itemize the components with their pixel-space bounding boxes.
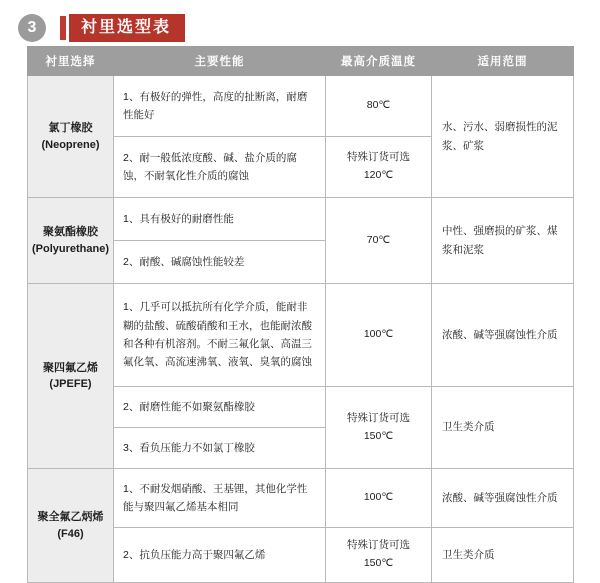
temperature-cell: 80℃	[326, 76, 432, 137]
table-wrap	[0, 46, 600, 583]
range-cell: 水、污水、弱磨损性的泥浆、矿浆	[432, 76, 574, 198]
table-row	[28, 469, 574, 528]
lining-name-cell	[28, 284, 114, 469]
range-cell: 卫生类介质	[432, 387, 574, 469]
performance-cell: 1、具有极好的耐磨性能	[114, 198, 326, 241]
performance-cell: 1、不耐发烟硝酸、王基锂，其他化学性能与聚四氟乙烯基本相同	[114, 469, 326, 528]
performance-cell: 2、耐磨性能不如聚氨酯橡胶	[114, 387, 326, 428]
temperature-cell	[326, 387, 432, 469]
temperature-line2: 150℃	[363, 557, 394, 569]
column-header-performance: 主要性能	[114, 47, 326, 76]
table-row	[28, 198, 574, 241]
table-row	[28, 76, 574, 137]
temperature-line1: 特殊订货可选	[347, 151, 410, 164]
temperature-cell: 100℃	[326, 284, 432, 387]
column-header-temperature: 最高介质温度	[326, 47, 432, 76]
temperature-cell	[326, 137, 432, 198]
table-header-row	[28, 47, 574, 76]
temperature-line1: 特殊订货可选	[347, 539, 410, 552]
lining-name-line2: (Polyurethane)	[31, 242, 109, 255]
lining-name-line2: (F46)	[57, 527, 84, 540]
performance-cell: 2、耐酸、碱腐蚀性能较差	[114, 241, 326, 284]
temperature-line2: 150℃	[363, 429, 394, 442]
lining-name-line2: (Neoprene)	[41, 138, 100, 151]
column-header-range: 适用范围	[432, 47, 574, 76]
section-header	[0, 0, 600, 46]
range-cell: 浓酸、碱等强腐蚀性介质	[432, 284, 574, 387]
temperature-line1: 特殊订货可选	[347, 411, 410, 424]
title-wrap	[60, 14, 185, 42]
lining-name-line1: 聚四氟乙烯	[43, 361, 98, 374]
lining-name-cell	[28, 198, 114, 284]
performance-cell: 1、有极好的弹性，高度的扯断离，耐磨性能好	[114, 76, 326, 137]
range-cell: 浓酸、碱等强腐蚀性介质	[432, 469, 574, 528]
temperature-line2: 120℃	[363, 169, 394, 181]
range-cell: 中性、强磨损的矿浆、煤浆和泥浆	[432, 198, 574, 284]
lining-name-line1: 聚氨酯橡胶	[43, 226, 98, 238]
step-badge: 3	[18, 14, 46, 42]
lining-name-cell	[28, 469, 114, 583]
temperature-cell: 100℃	[326, 469, 432, 528]
lining-name-line2: (JPEFE)	[49, 378, 92, 390]
page-title: 衬里选型表	[69, 14, 185, 42]
lining-selection-table	[27, 46, 574, 583]
column-header-lining: 衬里选择	[28, 47, 114, 76]
lining-name-line1: 聚全氟乙炳烯	[37, 511, 104, 523]
range-cell: 卫生类介质	[432, 528, 574, 583]
temperature-cell	[326, 528, 432, 583]
lining-name-line1: 氯丁橡胶	[48, 122, 93, 134]
table-row	[28, 284, 574, 387]
lining-name-cell	[28, 76, 114, 198]
performance-cell: 1、几乎可以抵抗所有化学介质，能耐非糊的盐酸、硫酸硝酸和王水，也能耐浓酸和各种有机溶剂。不耐三氟化氯、高温三氟化氧、高流速沸氧、液氧、臭氧的腐蚀	[114, 284, 326, 387]
performance-cell: 3、看负压能力不如氯丁橡胶	[114, 428, 326, 469]
title-accent-bar	[60, 16, 66, 40]
performance-cell: 2、抗负压能力高于聚四氟乙烯	[114, 528, 326, 583]
performance-cell: 2、耐一般低浓度酸、碱、盐介质的腐蚀，不耐氧化性介质的腐蚀	[114, 137, 326, 198]
temperature-cell: 70℃	[326, 198, 432, 284]
